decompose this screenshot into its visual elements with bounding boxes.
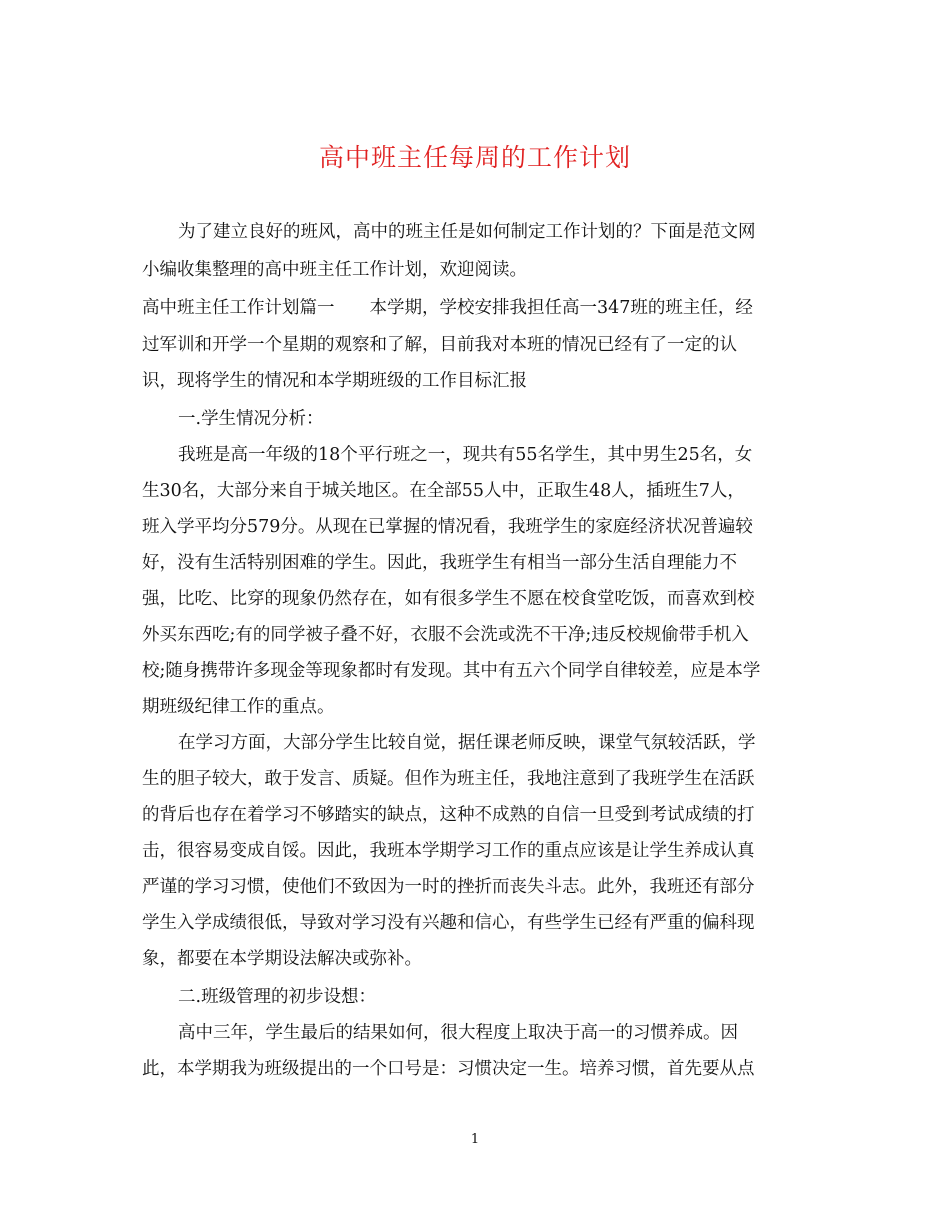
document-title: 高中班主任每周的工作计划	[318, 143, 631, 172]
paragraph-line: 生30名，大部分来自于城关地区。在全部55人中，正取生48人，插班生7人，	[142, 481, 745, 501]
paragraph-line: 校;随身携带许多现金等现象都时有发现。其中有五六个同学自律较差，应是本学	[142, 661, 761, 681]
paragraph-line: 在学习方面，大部分学生比较自觉，据任课老师反映，课堂气氛较活跃，学	[178, 733, 756, 753]
paragraph-line: 好，没有生活特别困难的学生。因此，我班学生有相当一部分生活自理能力不	[142, 553, 737, 573]
paragraph-line: 识，现将学生的情况和本学期班级的工作目标汇报	[142, 371, 527, 391]
paragraph-line: 严谨的学习习惯，使他们不致因为一时的挫折而丧失斗志。此外，我班还有部分	[142, 877, 755, 897]
paragraph-line: 小编收集整理的高中班主任工作计划，欢迎阅读。	[142, 260, 527, 280]
paragraph-line: 外买东西吃;有的同学被子叠不好，衣服不会洗或洗不干净;违反校规偷带手机入	[142, 625, 749, 645]
paragraph-line: 击，很容易变成自馁。因此，我班本学期学习工作的重点应该是让学生养成认真	[142, 841, 755, 861]
paragraph-line: 强，比吃、比穿的现象仍然存在，如有很多学生不愿在校食堂吃饭，而喜欢到校	[142, 589, 755, 609]
paragraph-line: 的背后也存在着学习不够踏实的缺点，这种不成熟的自信一旦受到考试成绩的打	[142, 805, 755, 825]
paragraph-line: 此，本学期我为班级提出的一个口号是：习惯决定一生。培养习惯，首先要从点	[142, 1059, 755, 1079]
paragraph-line: 为了建立良好的班风，高中的班主任是如何制定工作计划的？下面是范文网	[178, 222, 756, 242]
section-heading: 一.学生情况分析：	[178, 409, 324, 429]
paragraph-line: 期班级纪律工作的重点。	[142, 697, 335, 717]
paragraph-line: 高中班主任工作计划篇一 本学期，学校安排我担任高一347班的班主任，经	[142, 298, 753, 318]
paragraph-line: 我班是高一年级的18个平行班之一，现共有55名学生，其中男生25名，女	[178, 445, 753, 465]
paragraph-line: 象，都要在本学期设法解决或弥补。	[142, 949, 422, 969]
paragraph-line: 高中三年，学生最后的结果如何，很大程度上取决于高一的习惯养成。因	[178, 1023, 738, 1043]
page-number: 1	[470, 1132, 480, 1147]
paragraph-line: 学生入学成绩很低，导致对学习没有兴趣和信心，有些学生已经有严重的偏科现	[142, 913, 755, 933]
paragraph-line: 过军训和开学一个星期的观察和了解，目前我对本班的情况已经有了一定的认	[142, 335, 737, 355]
section-heading: 二.班级管理的初步设想：	[178, 987, 377, 1007]
paragraph-line: 班入学平均分579分。从现在已掌握的情况看，我班学生的家庭经济状况普遍较	[142, 517, 753, 537]
paragraph-line: 生的胆子较大，敢于发言、质疑。但作为班主任，我地注意到了我班学生在活跃	[142, 769, 755, 789]
